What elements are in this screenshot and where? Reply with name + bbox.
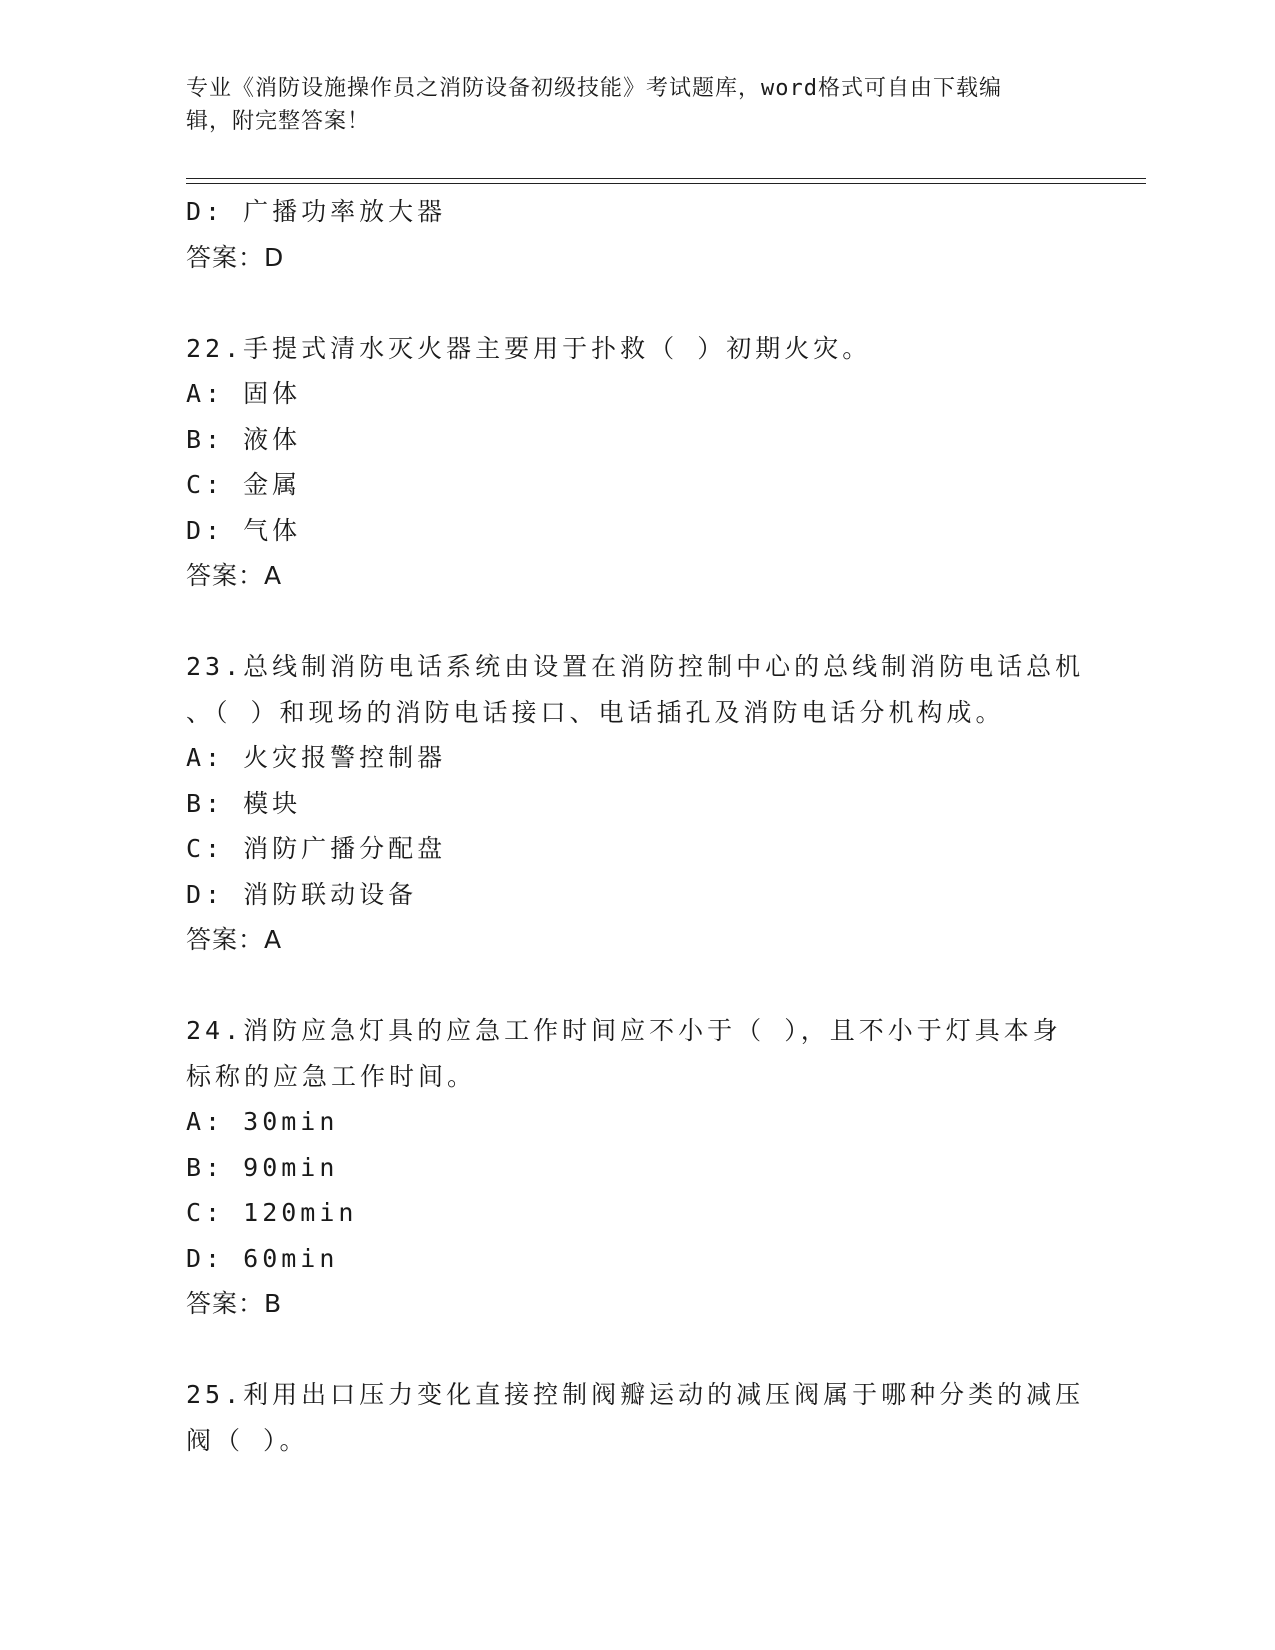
header-divider <box>186 178 1146 184</box>
question-stem: 23.总线制消防电话系统由设置在消防控制中心的总线制消防电话总机 <box>186 652 1085 681</box>
spacer <box>186 1327 1086 1373</box>
spacer <box>186 280 1086 326</box>
question-23 <box>186 644 1086 963</box>
spacer <box>186 599 1086 645</box>
answer: 答案：A <box>186 561 283 590</box>
option-d: D: 消防联动设备 <box>186 879 418 909</box>
question-stem: 25.利用出口压力变化直接控制阀瓣运动的减压阀属于哪种分类的减压 <box>186 1380 1085 1409</box>
question-stem-cont: 、（ ）和现场的消防电话接口、电话插孔及消防电话分机构成。 <box>186 697 1005 727</box>
question-stem-cont: 标称的应急工作时间。 <box>186 1061 477 1091</box>
option-c: C: 120min <box>186 1198 358 1227</box>
question-stem: 24.消防应急灯具的应急工作时间应不小于（ ），且不小于灯具本身 <box>186 1016 1062 1045</box>
header-line-2: 辑，附完整答案！ <box>186 109 371 134</box>
page-header <box>186 72 1086 138</box>
question-24 <box>186 1008 1086 1327</box>
option-a: A: 30min <box>186 1107 339 1136</box>
spacer <box>186 963 1086 1009</box>
header-line-1: 专业《消防设施操作员之消防设备初级技能》考试题库，word格式可自由下载编 <box>186 76 1002 101</box>
prev-option-d: D: 广播功率放大器 <box>186 197 447 226</box>
option-a: A: 固体 <box>186 379 302 408</box>
option-c: C: 消防广播分配盘 <box>186 834 447 863</box>
answer: 答案：A <box>186 925 283 954</box>
option-c: C: 金属 <box>186 470 302 499</box>
question-25 <box>186 1372 1086 1463</box>
question-stem-cont: 阀（ ）。 <box>186 1425 309 1455</box>
option-b: B: 液体 <box>186 424 302 454</box>
question-list <box>186 189 1086 1463</box>
option-a: A: 火灾报警控制器 <box>186 743 447 772</box>
question-22 <box>186 326 1086 599</box>
option-d: D: 气体 <box>186 515 302 545</box>
option-d: D: 60min <box>186 1243 339 1273</box>
option-b: B: 模块 <box>186 788 302 818</box>
question-stem: 22.手提式清水灭火器主要用于扑救（ ）初期火灾。 <box>186 333 872 363</box>
answer: 答案：B <box>186 1289 283 1318</box>
option-b: B: 90min <box>186 1152 339 1182</box>
prev-answer: 答案：D <box>186 242 285 272</box>
